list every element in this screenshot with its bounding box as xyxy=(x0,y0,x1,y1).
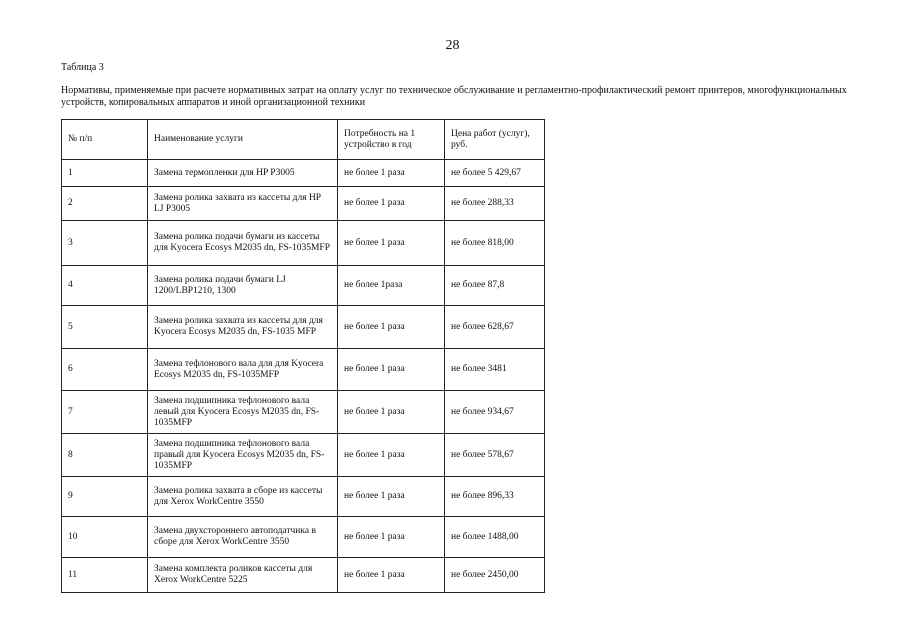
table-row xyxy=(62,187,545,221)
cell-price: не более 3481 xyxy=(445,349,545,391)
cell-name: Замена подшипника тефлонового вала левый для Kyocera Ecosys M2035 dn, FS-1035MFP xyxy=(148,391,338,434)
cell-need: не более 1 раза xyxy=(338,221,445,266)
table-row xyxy=(62,160,545,187)
cell-price: не более 578,67 xyxy=(445,434,545,477)
table-header-row xyxy=(62,120,545,160)
cell-name: Замена тефлонового вала для для Kyocera Ecosys M2035 dn, FS-1035MFP xyxy=(148,349,338,391)
cell-num: 1 xyxy=(62,160,148,187)
cell-num: 9 xyxy=(62,477,148,517)
cell-need: не более 1 раза xyxy=(338,558,445,593)
header-num: № п/п xyxy=(62,120,148,160)
cell-need: не более 1 раза xyxy=(338,187,445,221)
cell-need: не более 1 раза xyxy=(338,349,445,391)
table-caption: Нормативы, применяемые при расчете нормативных затрат на оплату услуг по техническое обслуживание и регламентно-профилактический ремонт принтеров, многофункциональных устройств, копировальных аппаратов и иной организационной техники xyxy=(61,85,847,108)
cell-name: Замена ролика захвата в сборе из кассеты для Xerox WorkCentre 3550 xyxy=(148,477,338,517)
cell-name: Замена ролика подачи бумаги из кассеты для Kyocera Ecosys M2035 dn, FS-1035MFP xyxy=(148,221,338,266)
cell-num: 7 xyxy=(62,391,148,434)
table-row xyxy=(62,306,545,349)
cell-price: не более 1488,00 xyxy=(445,517,545,558)
cell-name: Замена термопленки для HP P3005 xyxy=(148,160,338,187)
cell-price: не более 934,67 xyxy=(445,391,545,434)
table-row xyxy=(62,266,545,306)
cell-need: не более 1 раза xyxy=(338,477,445,517)
cell-num: 6 xyxy=(62,349,148,391)
header-name: Наименование услуги xyxy=(148,120,338,160)
table-row xyxy=(62,391,545,434)
page-number: 28 xyxy=(445,38,460,53)
table-row xyxy=(62,517,545,558)
cell-need: не более 1 раза xyxy=(338,160,445,187)
table-row xyxy=(62,434,545,477)
cell-name: Замена комплекта роликов кассеты для Xerox WorkCentre 5225 xyxy=(148,558,338,593)
header-need: Потребность на 1 устройство в год xyxy=(338,120,445,160)
cell-price: не более 2450,00 xyxy=(445,558,545,593)
cell-num: 3 xyxy=(62,221,148,266)
cell-need: не более 1 раза xyxy=(338,434,445,477)
cell-name: Замена ролика захвата из кассеты для для Kyocera Ecosys M2035 dn, FS-1035 MFP xyxy=(148,306,338,349)
cell-name: Замена ролика захвата из кассеты для HP LJ P3005 xyxy=(148,187,338,221)
cell-need: не более 1 раза xyxy=(338,391,445,434)
cell-price: не более 818,00 xyxy=(445,221,545,266)
table-label: Таблица 3 xyxy=(61,62,104,73)
cell-name: Замена двухстороннего автоподатчика в сборе для Xerox WorkCentre 3550 xyxy=(148,517,338,558)
cell-price: не более 288,33 xyxy=(445,187,545,221)
cell-num: 10 xyxy=(62,517,148,558)
header-price: Цена работ (услуг), руб. xyxy=(445,120,545,160)
cell-price: не более 5 429,67 xyxy=(445,160,545,187)
cell-need: не более 1 раза xyxy=(338,517,445,558)
cell-need: не более 1раза xyxy=(338,266,445,306)
cell-price: не более 896,33 xyxy=(445,477,545,517)
table-row xyxy=(62,221,545,266)
cell-num: 4 xyxy=(62,266,148,306)
table-row xyxy=(62,477,545,517)
cell-need: не более 1 раза xyxy=(338,306,445,349)
cell-num: 5 xyxy=(62,306,148,349)
cell-num: 11 xyxy=(62,558,148,593)
cell-num: 2 xyxy=(62,187,148,221)
cell-price: не более 628,67 xyxy=(445,306,545,349)
table-row xyxy=(62,349,545,391)
table-row xyxy=(62,558,545,593)
norms-table xyxy=(61,119,545,593)
cell-name: Замена ролика подачи бумаги LJ 1200/LBP1210, 1300 xyxy=(148,266,338,306)
cell-num: 8 xyxy=(62,434,148,477)
cell-name: Замена подшипника тефлонового вала правый для Kyocera Ecosys M2035 dn, FS-1035MFP xyxy=(148,434,338,477)
cell-price: не более 87,8 xyxy=(445,266,545,306)
